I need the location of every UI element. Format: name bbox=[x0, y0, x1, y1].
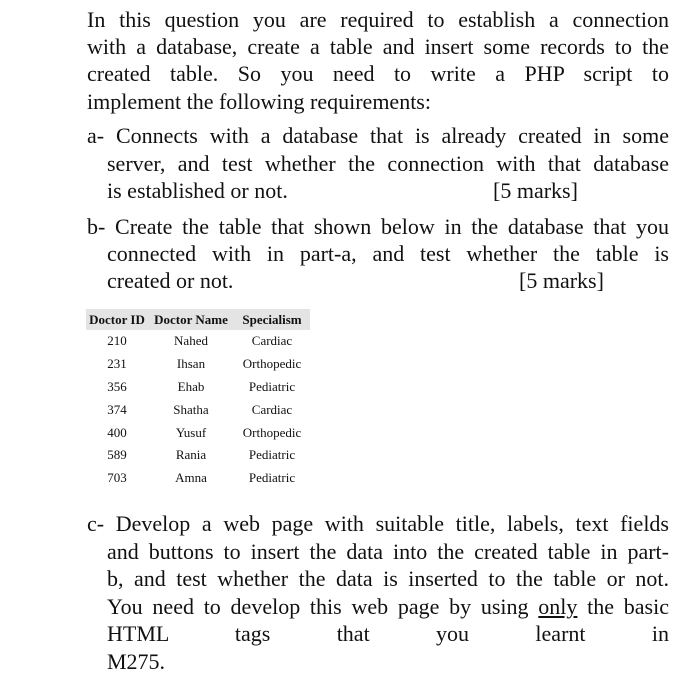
part-a-line-1: a- Connects with a database that is already created in some bbox=[87, 123, 669, 148]
intro-line-1: In this question you are required to establish a connection bbox=[87, 7, 669, 32]
table-row bbox=[86, 376, 310, 399]
cell-doctor-id: 703 bbox=[107, 470, 127, 486]
cell-doctor-name: Amna bbox=[175, 470, 207, 486]
intro-line-3: created table. So you need to write a PHP script to bbox=[87, 61, 669, 86]
cell-specialism: Pediatric bbox=[248, 447, 296, 463]
part-a-line-3: is established or not. bbox=[107, 178, 288, 203]
part-c-line-6: M275. bbox=[107, 649, 166, 674]
table-header-row bbox=[86, 309, 310, 330]
cell-specialism: Pediatric bbox=[248, 378, 296, 394]
underlined-only-word: only bbox=[538, 594, 578, 619]
part-c-line-4-end: the basic bbox=[577, 594, 669, 619]
part-b-marks: [5 marks] bbox=[519, 268, 604, 293]
part-c-line-4-start: You need to develop this web page by using bbox=[107, 594, 539, 619]
part-a-line-2: server, and test whether the connection with that database bbox=[107, 151, 669, 176]
cell-doctor-name: Rania bbox=[175, 447, 207, 463]
part-c-line-4 bbox=[107, 593, 669, 620]
header-doctor-id: Doctor ID bbox=[86, 309, 148, 330]
header-doctor-name: Doctor Name bbox=[148, 309, 234, 330]
part-c-line-5: HTML tags that you learnt in bbox=[107, 621, 669, 646]
cell-doctor-name: Shatha bbox=[173, 401, 209, 417]
cell-doctor-id: 231 bbox=[107, 356, 127, 372]
cell-doctor-id: 210 bbox=[107, 333, 127, 349]
part-b-line-3: created or not. bbox=[107, 268, 234, 293]
cell-doctor-id: 400 bbox=[107, 424, 127, 440]
table-row bbox=[86, 421, 310, 444]
intro-line-2: with a database, create a table and insert some records to the bbox=[87, 34, 669, 59]
cell-specialism: Pediatric bbox=[248, 470, 296, 486]
part-b-line-1: b- Create the table that shown below in the database that you bbox=[87, 214, 669, 239]
part-c-line-1: c- Develop a web page with suitable title, labels, text fields bbox=[87, 511, 669, 536]
cell-specialism: Orthopedic bbox=[242, 424, 302, 440]
part-b-line-2: connected with in part-a, and test whether the table is bbox=[107, 241, 669, 266]
cell-doctor-id: 356 bbox=[107, 378, 127, 394]
table-row bbox=[86, 467, 310, 490]
table-row bbox=[86, 330, 310, 353]
part-c-line-2: and buttons to insert the data into the created table in part- bbox=[107, 539, 669, 564]
header-specialism: Specialism bbox=[234, 309, 310, 330]
doctors-table bbox=[86, 309, 310, 490]
cell-doctor-name: Nahed bbox=[174, 333, 208, 349]
cell-doctor-id: 589 bbox=[107, 447, 127, 463]
cell-specialism: Cardiac bbox=[251, 401, 293, 417]
cell-doctor-name: Ehab bbox=[177, 378, 205, 394]
cell-specialism: Orthopedic bbox=[242, 356, 302, 372]
table-row bbox=[86, 353, 310, 376]
table-row bbox=[86, 444, 310, 467]
cell-doctor-name: Yusuf bbox=[175, 424, 207, 440]
table-row bbox=[86, 398, 310, 421]
cell-specialism: Cardiac bbox=[251, 333, 293, 349]
cell-doctor-id: 374 bbox=[107, 401, 127, 417]
part-c-line-3: b, and test whether the data is inserted to the table or not. bbox=[107, 566, 669, 591]
cell-doctor-name: Ihsan bbox=[176, 356, 206, 372]
intro-line-4: implement the following requirements: bbox=[87, 89, 431, 114]
part-a-marks: [5 marks] bbox=[493, 178, 578, 203]
